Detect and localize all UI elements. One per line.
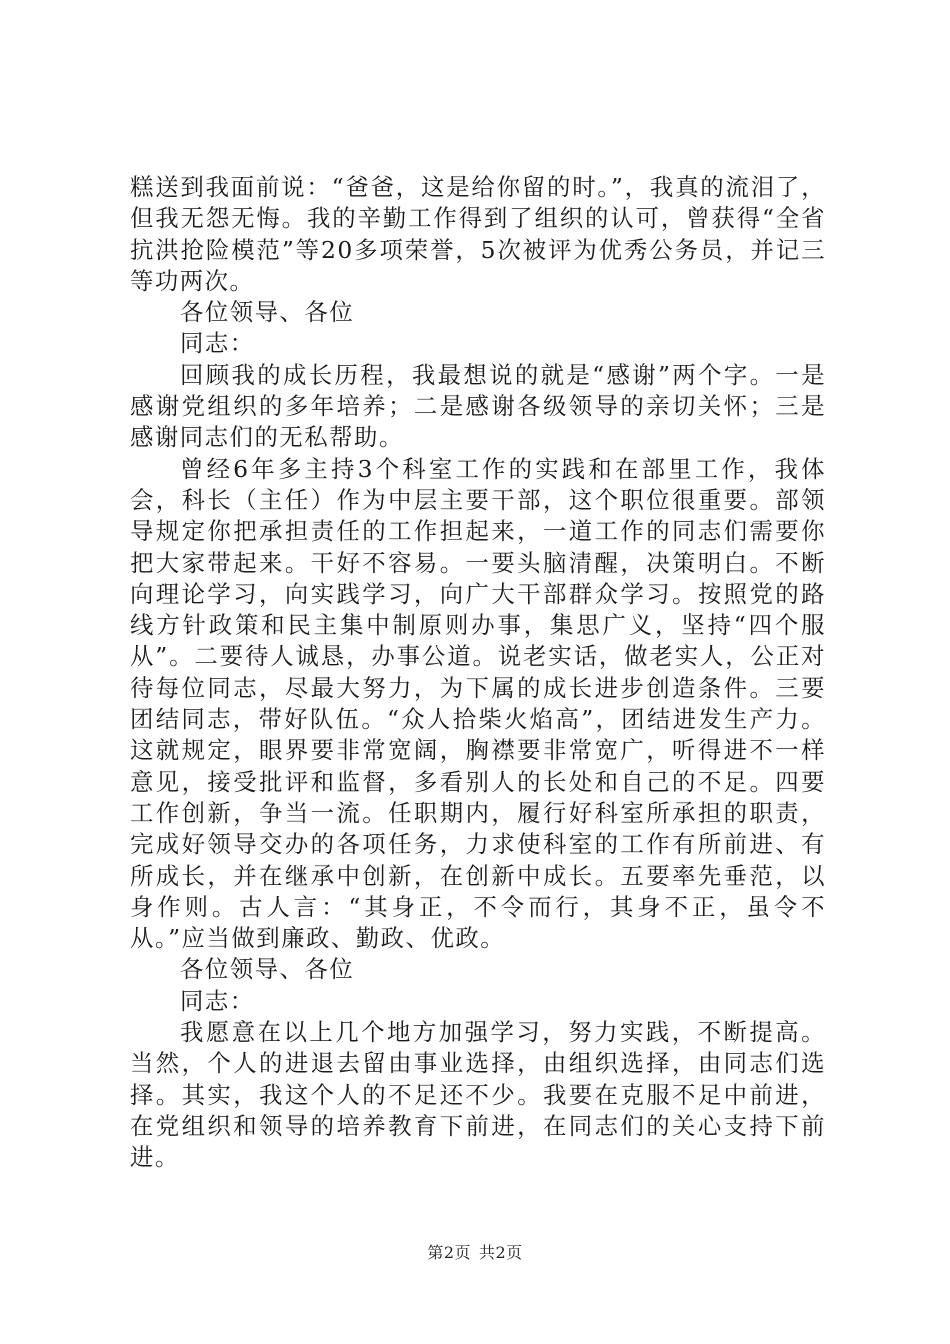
salutation-line-1: 各位领导、各位 bbox=[180, 298, 355, 327]
paragraph-honors: 糕送到我面前说：“爸爸，这是给你留的时。”，我真的流泪了，但我无怨无悔。我的辛勤工作得到了组织的认可，曾获得“全省抗洪抢险模范”等20多项荣誉，5次被评为优秀公务员，并记三等功两次。 bbox=[130, 173, 826, 295]
page-footer bbox=[0, 1243, 950, 1263]
paragraph-gratitude: 回顾我的成长历程，我最想说的就是“感谢”两个字。一是感谢党组织的多年培养；二是感谢各级领导的亲切关怀；三是感谢同志们的无私帮助。 bbox=[130, 360, 826, 452]
paragraph-experience: 曾经6年多主持3个科室工作的实践和在部里工作，我体会，科长（主任）作为中层主要干部，这个职位很重要。部领导规定你把承担责任的工作担起来，一道工作的同志们需要你把大家带起来。干好不容易。一要头脑清醒，决策明白。不断向理论学习，向实践学习，向广大干部群众学习。按照党的路线方针政策和民主集中制原则办事，集思广义，坚持“四个服从”。二要待人诚恳，办事公道。说老实话，做老实人，公正对待每位同志，尽最大努力，为下属的成长进步创造条件。三要团结同志，带好队伍。“众人拾柴火焰高”，团结进发生产力。这就规定，眼界要非常宽阔，胸襟要非常宽广，听得进不一样意见，接受批评和监督，多看别人的长处和自己的不足。四要工作创新，争当一流。任职期内，履行好科室所承担的职责，完成好领导交办的各项任务，力求使科室的工作有所前进、有所成长，并在继承中创新，在创新中成长。五要率先垂范，以身作则。古人言：“其身正，不令而行，其身不正，虽令不从。”应当做到廉政、勤政、优政。 bbox=[130, 454, 826, 953]
salutation-line-2: 同志： bbox=[180, 329, 255, 358]
salutation-line-4: 同志： bbox=[180, 986, 255, 1015]
paragraph-closing: 我愿意在以上几个地方加强学习，努力实践，不断提高。当然，个人的进退去留由事业选择，由组织选择，由同志们选择。其实，我这个人的不足还不少。我要在克服不足中前进，在党组织和领导的培养教育下前进，在同志们的关心支持下前进。 bbox=[130, 1018, 826, 1172]
page-total: 共2页 bbox=[479, 1243, 523, 1262]
salutation-line-3: 各位领导、各位 bbox=[180, 955, 355, 984]
page-number: 第2页 bbox=[427, 1243, 471, 1262]
document-body bbox=[130, 172, 826, 1174]
